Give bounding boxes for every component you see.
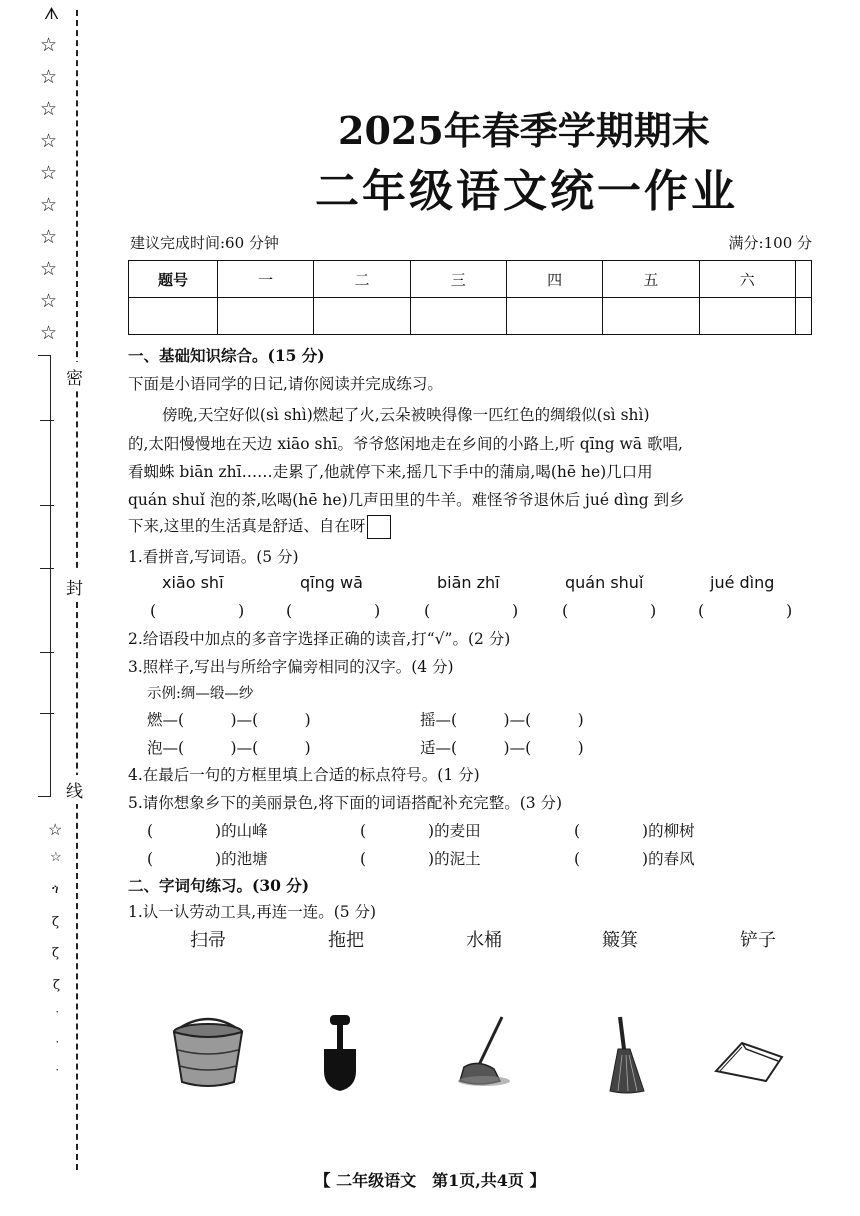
passage-line-1: 傍晚,天空好似(sì shì)燃起了火,云朵被映得像一匹红色的绸缎似(sì shì)	[162, 406, 650, 424]
binding-bracket	[38, 355, 51, 797]
bracket-tick	[40, 420, 54, 421]
passage-line-5-text: 下来,这里的生活真是舒适、自在呀	[128, 517, 366, 535]
q1-pinyin: jué dìng	[710, 573, 775, 592]
score-cell[interactable]	[699, 298, 795, 335]
q3-blank-row[interactable]: 燃—( )—( )	[147, 711, 311, 729]
margin-star-icon: ☆	[40, 162, 58, 184]
bracket-tick	[40, 505, 54, 506]
suggested-time: 建议完成时间:60 分钟	[130, 234, 279, 252]
q3-blank-row[interactable]: 适—( )—( )	[420, 739, 584, 757]
margin-label-xian: 线	[66, 775, 83, 804]
answer-paren-open: (	[424, 601, 431, 620]
tool-label-dustpan[interactable]: 簸箕	[602, 930, 638, 951]
margin-star-icon: ☆	[40, 130, 58, 152]
score-header-cell: 二	[314, 261, 410, 298]
margin-star-icon: ☆	[40, 34, 58, 56]
margin-faded-mark: ζ	[52, 946, 60, 961]
q1-pinyin: biān zhī	[437, 573, 500, 592]
score-cell[interactable]	[314, 298, 410, 335]
passage-line-2: 的,太阳慢慢地在天边 xiāo shī。爷爷悠闲地走在乡间的小路上,听 qīng wā 歌唱,	[128, 435, 683, 453]
section1-heading: 一、基础知识综合。(15 分)	[128, 346, 325, 365]
score-header-cell: 五	[603, 261, 699, 298]
score-header-cell: 一	[218, 261, 314, 298]
broom-picture[interactable]	[604, 1015, 648, 1095]
margin-star-icon: ☆	[40, 322, 58, 344]
q3-example: 示例:绸—缎—纱	[147, 686, 254, 702]
answer-paren-open: (	[698, 601, 705, 620]
section2-heading: 二、字词句练习。(30 分)	[128, 876, 310, 895]
answer-paren-open: (	[150, 601, 157, 620]
margin-star-icon: ☆	[40, 98, 58, 120]
margin-faded-mark: ጎ	[52, 882, 59, 897]
tool-label-bucket[interactable]: 水桶	[466, 930, 502, 951]
q1-pinyin: qīng wā	[300, 573, 363, 592]
margin-faded-mark: ζ	[53, 978, 61, 993]
tool-label-broom[interactable]: 扫帚	[190, 930, 226, 951]
margin-star-icon: ☆	[40, 258, 58, 280]
section1-intro: 下面是小语同学的日记,请你阅读并完成练习。	[128, 375, 443, 393]
passage-line-4: quán shuǐ 泡的茶,吆喝(hē he)几声田里的牛羊。难怪爷爷退休后 jué dìng 到乡	[128, 491, 685, 509]
margin-faded-mark: ☆	[50, 850, 62, 865]
tool-label-shovel[interactable]: 铲子	[740, 930, 776, 951]
mop-picture[interactable]	[450, 1015, 520, 1090]
margin-faded-mark: ˙	[54, 1010, 61, 1025]
margin-faded-mark: ˙	[54, 1068, 61, 1083]
score-table	[128, 260, 812, 335]
shovel-picture[interactable]	[318, 1013, 362, 1093]
q3-blank-row[interactable]: 泡—( )—( )	[147, 739, 311, 757]
q1-title: 1.看拼音,写词语。(5 分)	[128, 548, 299, 566]
q5-title: 5.请你想象乡下的美丽景色,将下面的词语搭配补充完整。(3 分)	[128, 794, 563, 812]
dustpan-picture[interactable]	[712, 1035, 786, 1085]
q5-blank[interactable]: ( )的泥土	[360, 850, 481, 868]
bracket-tick	[40, 713, 54, 714]
margin-top-mark: ᗑ	[44, 4, 60, 23]
answer-paren-close: )	[374, 601, 381, 620]
q5-blank[interactable]: ( )的麦田	[360, 822, 481, 840]
q2-title: 2.给语段中加点的多音字选择正确的读音,打“√”。(2 分)	[128, 630, 511, 648]
punctuation-answer-box[interactable]	[367, 515, 391, 539]
page-footer: 【 二年级语文 第1页,共4页 】	[314, 1171, 546, 1190]
answer-paren-close: )	[512, 601, 519, 620]
bracket-tick	[40, 652, 54, 653]
score-cell[interactable]	[795, 298, 811, 335]
answer-paren-close: )	[786, 601, 793, 620]
score-header-cell	[795, 261, 811, 298]
q3-title: 3.照样子,写出与所给字偏旁相同的汉字。(4 分)	[128, 658, 454, 676]
margin-faded-mark: ☆	[48, 820, 63, 839]
full-score: 满分:100 分	[728, 234, 812, 252]
score-header-cell: 六	[699, 261, 795, 298]
q3-blank-row[interactable]: 摇—( )—( )	[420, 711, 584, 729]
score-table-header-row	[129, 261, 812, 298]
score-cell[interactable]	[410, 298, 506, 335]
answer-paren-open: (	[562, 601, 569, 620]
bucket-picture[interactable]	[168, 1010, 248, 1090]
margin-star-icon: ☆	[40, 66, 58, 88]
q1-pinyin: xiāo shī	[162, 573, 224, 592]
score-table-blank-row	[129, 298, 812, 335]
q5-blank[interactable]: ( )的柳树	[574, 822, 695, 840]
q5-blank[interactable]: ( )的山峰	[147, 822, 268, 840]
margin-label-feng: 封	[66, 572, 83, 601]
answer-paren-close: )	[238, 601, 245, 620]
q5-blank[interactable]: ( )的春风	[574, 850, 695, 868]
tool-label-mop[interactable]: 拖把	[328, 930, 364, 951]
margin-star-icon: ☆	[40, 290, 58, 312]
answer-paren-close: )	[650, 601, 657, 620]
margin-faded-mark: ˙	[54, 1040, 61, 1055]
q5-blank[interactable]: ( )的池塘	[147, 850, 268, 868]
exam-title-line2: 二年级语文统一作业	[315, 166, 738, 217]
q4-title: 4.在最后一句的方框里填上合适的标点符号。(1 分)	[128, 766, 480, 784]
score-header-cell: 题号	[129, 261, 218, 298]
passage-line-5	[128, 514, 391, 539]
margin-label-mi: 密	[66, 362, 83, 391]
score-header-cell: 三	[410, 261, 506, 298]
score-cell[interactable]	[218, 298, 314, 335]
score-header-cell: 四	[506, 261, 602, 298]
score-cell[interactable]	[506, 298, 602, 335]
score-cell[interactable]	[129, 298, 218, 335]
score-cell[interactable]	[603, 298, 699, 335]
exam-title-line1: 2025年春季学期期末	[338, 108, 710, 153]
margin-star-icon: ☆	[40, 194, 58, 216]
margin-faded-mark: ζ	[52, 915, 60, 930]
q1-pinyin: quán shuǐ	[565, 573, 644, 592]
section2-q1-title: 1.认一认劳动工具,再连一连。(5 分)	[128, 903, 377, 921]
answer-paren-open: (	[286, 601, 293, 620]
margin-star-icon: ☆	[40, 226, 58, 248]
bracket-tick	[40, 568, 54, 569]
passage-line-3: 看蜘蛛 biān zhī……走累了,他就停下来,摇几下手中的蒲扇,喝(hē he)几口用	[128, 463, 653, 481]
